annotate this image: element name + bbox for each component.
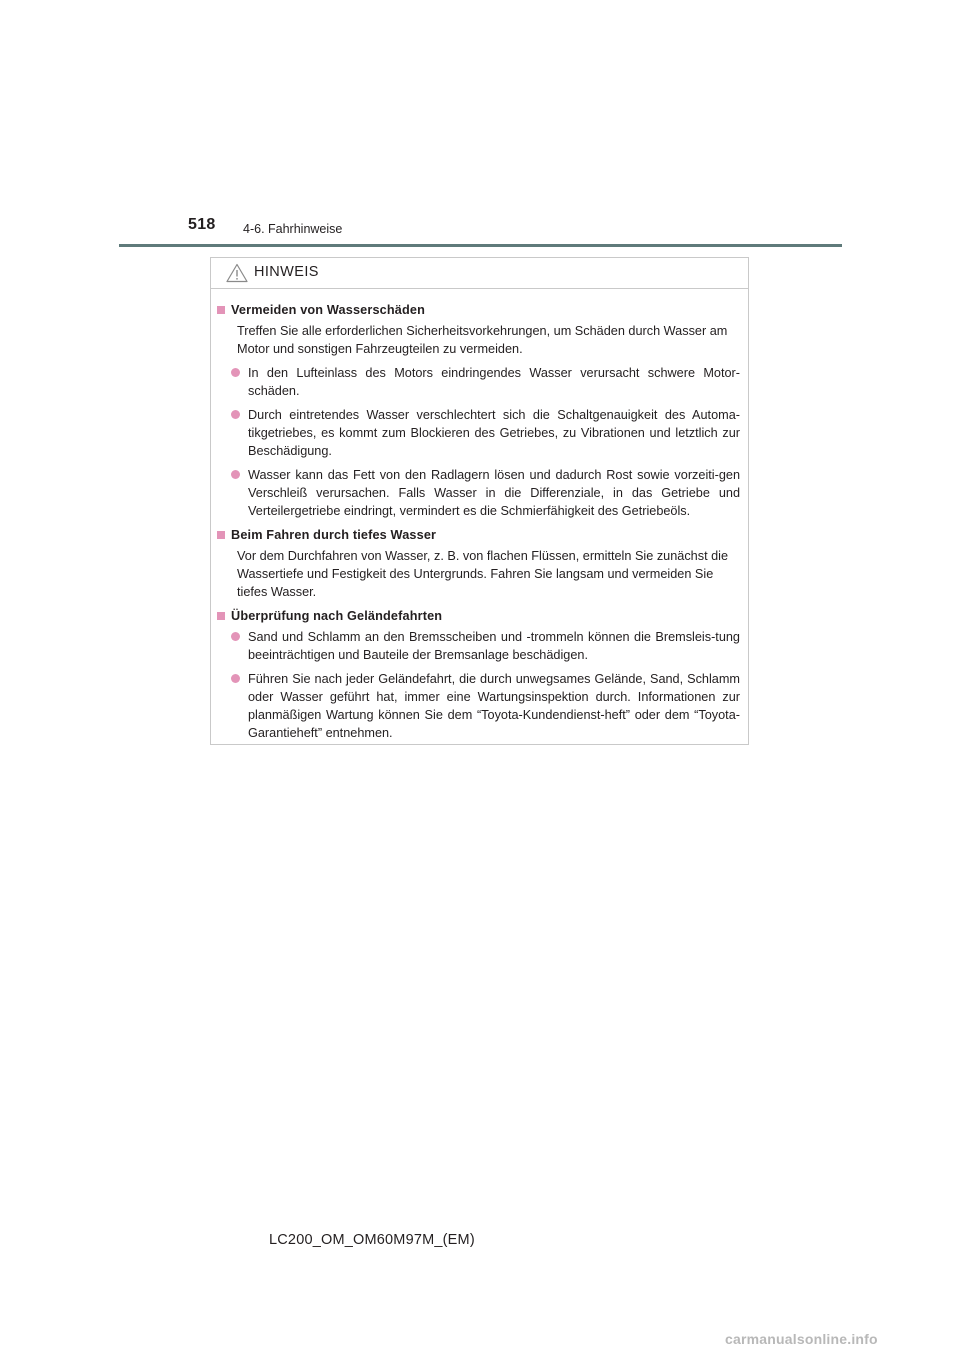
header-divider — [119, 244, 842, 247]
square-bullet-icon — [217, 531, 225, 539]
warning-triangle-icon — [226, 263, 248, 283]
watermark: carmanualsonline.info — [725, 1331, 878, 1347]
section-heading — [217, 526, 740, 544]
round-bullet-icon — [231, 410, 240, 419]
round-bullet-icon — [231, 632, 240, 641]
list-item-text: Führen Sie nach jeder Geländefahrt, die durch unwegsames Gelände, Sand, Schlamm oder Wasser geführt hat, immer eine Wartungsinspektion durch. Informationen zur planmäßigen Wartung können Sie dem “Toyota-Kundendienst-heft” oder dem “Toyota-Garantieheft” entnehmen. — [248, 672, 740, 740]
round-bullet-icon — [231, 368, 240, 377]
section-heading — [217, 607, 740, 625]
square-bullet-icon — [217, 306, 225, 314]
list-item — [217, 466, 740, 520]
list-item — [217, 406, 740, 460]
notice-header — [211, 258, 748, 289]
list-item-text: Wasser kann das Fett von den Radlagern lösen und dadurch Rost sowie vorzeiti-gen Verschleiß verursachen. Falls Wasser in die Differenziale, in das Getriebe und Verteilergetriebe eindringt, vermindert es die Schmierfähigkeit des Getriebeöls. — [248, 468, 740, 518]
list-item — [217, 364, 740, 400]
section-paragraph: Vor dem Durchfahren von Wasser, z. B. von flachen Flüssen, ermitteln Sie zunächst die Wassertiefe und Festigkeit des Untergrunds. Fahren Sie langsam und vermeiden Sie tiefes Wasser. — [237, 549, 729, 599]
list-item-text: Durch eintretendes Wasser verschlechtert sich die Schaltgenauigkeit des Automa-tikgetriebes, es kommt zum Blockieren des Getriebes, zu Vibrationen und letztlich zur Beschädigung. — [248, 408, 740, 458]
round-bullet-icon — [231, 674, 240, 683]
section-heading-text: Vermeiden von Wasserschäden — [231, 303, 425, 317]
list-item-text: Sand und Schlamm an den Bremsscheiben und -trommeln können die Bremsleis-tung beeinträchtigen und Bauteile der Bremsanlage beschädigen. — [248, 630, 740, 662]
list-item — [217, 670, 740, 742]
section-heading — [217, 301, 740, 319]
round-bullet-icon — [231, 470, 240, 479]
list-item-text: In den Lufteinlass des Motors eindringendes Wasser verursacht schwere Motor-schäden. — [248, 366, 740, 398]
list-item — [217, 628, 740, 664]
section-paragraph: Treffen Sie alle erforderlichen Sicherheitsvorkehrungen, um Schäden durch Wasser am Motor und sonstigen Fahrzeugteilen zu vermeiden. — [237, 324, 728, 356]
page-number: 518 — [188, 216, 216, 233]
section-title: 4-6. Fahrhinweise — [243, 222, 343, 236]
square-bullet-icon — [217, 612, 225, 620]
section-heading-text: Beim Fahren durch tiefes Wasser — [231, 528, 437, 542]
notice-title: HINWEIS — [254, 264, 319, 280]
section-heading-text: Überprüfung nach Geländefahrten — [231, 609, 443, 623]
document-code: LC200_OM_OM60M97M_(EM) — [269, 1232, 475, 1248]
notice-body — [211, 289, 748, 742]
notice-box — [210, 257, 749, 745]
